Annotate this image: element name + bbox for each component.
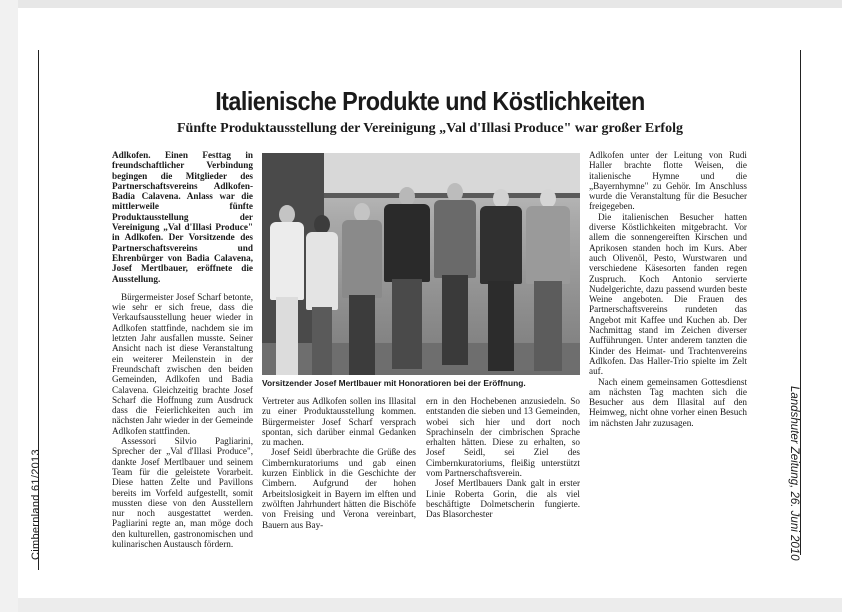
source-label-landshuter-zeitung: Landshuter Zeitung, 26. Juni 2010 [788,386,800,561]
photo-person [342,203,382,375]
photo-person [434,183,476,375]
photo-person [526,189,570,375]
article-paragraph: Nach einem gemeinsamen Gottesdienst am nächsten Tag machten sich die Besucher aus dem Illasital auf den Heimweg, nicht ohne vorher einen Besuch im nächsten Jahr zuzusagen. [589,376,747,428]
article-paragraph: Assessori Silvio Pagliarini, Sprecher der „Val d'Illasi Produce", dankte Josef Mertlbauer und seinem Team für die geleistete Vorarbeit. Diese hatten Zelte und Pavillons bereits im Vorfeld aufgestellt, somit mussten diese von den Ausstellern nur noch ausgestattet werden. Pagliarini regte an, man möge doch den kulturellen, gastronomischen und kulinarischen Austausch fördern. [112,436,253,549]
scan-edge-bottom [0,598,842,612]
source-label-cimbernland: Cimbernland 61/2013 [30,449,42,560]
article-column-2 [262,396,416,530]
article-paragraph: Vertreter aus Adlkofen sollen ins Illasital zu einer Produktausstellung kommen. Bürgermeister Josef Scharf versprach spontan, sich darüber einmal Gedanken zu machen. [262,396,416,448]
photo-person [270,205,304,375]
article-paragraph: ern in den Hochebenen anzusiedeln. So entstanden die sieben und 13 Gemeinden, wobei sich hier und dort noch Sprachinseln der cimbrischen Sprache erhalten hätten. Diese zu erhalten, so Josef Seidl, sei Ziel des Cimbernkuratoriums, fleißig unterstützt vom Partnerschaftsverein. [426,396,580,479]
article-paragraph: Josef Mertlbauers Dank galt in erster Linie Roberta Gorin, die als viel beschäftigte Dolmetscherin fungierte. Das Blasorchester [426,478,580,520]
scan-edge-top [0,0,842,8]
article-lead-paragraph: Adlkofen. Einen Festtag in freundschaftlicher Verbindung begingen die Mitglieder des Partnerschaftsvereins Adlkofen-Badia Calavena. Anlass war die mittlerweile fünfte Produktausstellung der Vereinigung „Val d'Illasi Produce" in Adlkofen. Der Vorsitzende des Partnerschaftsvereins und Ehrenbürger von Badia Calavena, Josef Mertlbauer, eröffnete die Ausstellung. [112,150,253,284]
photo-person [384,187,430,375]
article-paragraph: Josef Seidl überbrachte die Grüße des Cimbernkuratoriums und gab einen kurzen Einblick in die Geschichte der Cimbern. Aufgrund der hohen Arbeitslosigkeit in Bayern im elften und zwölften Jahrhundert hätten die Bischöfe von Freising und Verona vereinbart, Bauern aus Bay- [262,447,416,530]
photo-caption: Vorsitzender Josef Mertlbauer mit Honoratioren bei der Eröffnung. [262,378,526,388]
article-column-3 [426,396,580,520]
article-photo [262,153,580,375]
frame-line-right [800,50,801,555]
scan-edge-left [0,0,18,612]
photo-person [480,189,522,375]
article-paragraph: Die italienischen Besucher hatten diverse Köstlichkeiten mitgebracht. Vor allem die sonnengereiften Kirschen und Aprikosen standen hoch im Kurs. Aber auch Olivenöl, Pesto, Wurstwaren und verschiedene Käsesorten fanden regen Zuspruch. Koch Antonio servierte Nudelgerichte, dazu passend wurden beste Weine angeboten. Die Frauen des Partnerschaftsvereins rundeten das Angebot mit Kaffee und Kuchen ab. Der Nachmittag stand im Zeichen diverser Aufführungen. Unter anderem tanzten die Kinder des Heimat- und Trachtenvereins Adlkofen. Das Haller-Trio spielte im Zelt auf. [589,211,747,377]
article-column-4 [589,150,747,428]
photo-person [306,215,338,375]
article-column-1 [112,150,253,549]
article-paragraph: Bürgermeister Josef Scharf betonte, wie sehr er sich freue, dass die Verkaufsausstellung heuer wieder in Adlkofen stattfinde, nachdem sie im letzten Jahr ausfallen musste. Seiner Ansicht nach ist diese Veranstaltung ein weiterer Meilenstein in der Freundschaft zwischen den beiden Gemeinden, Adlkofen und Badia Calavena. Gleichzeitig brachte Josef Scharf die Hoffnung zum Ausdruck dass die Feierlichkeiten auch im nächsten Jahr wieder in der Gemeinde Adlkofen stattfinden. [112,291,253,436]
article-headline: Italienische Produkte und Köstlichkeiten [215,86,645,116]
article-paragraph: Adlkofen unter der Leitung von Rudi Haller brachte flotte Weisen, die italienische Hymne und die „Bayernhymne" zu Gehör. Im Anschluss wurde die Veranstaltung für die Besucher freigegeben. [589,150,747,212]
article-subheadline: Fünfte Produktausstellung der Vereinigung „Val d'Illasi Produce" war großer Erfolg [176,121,683,136]
